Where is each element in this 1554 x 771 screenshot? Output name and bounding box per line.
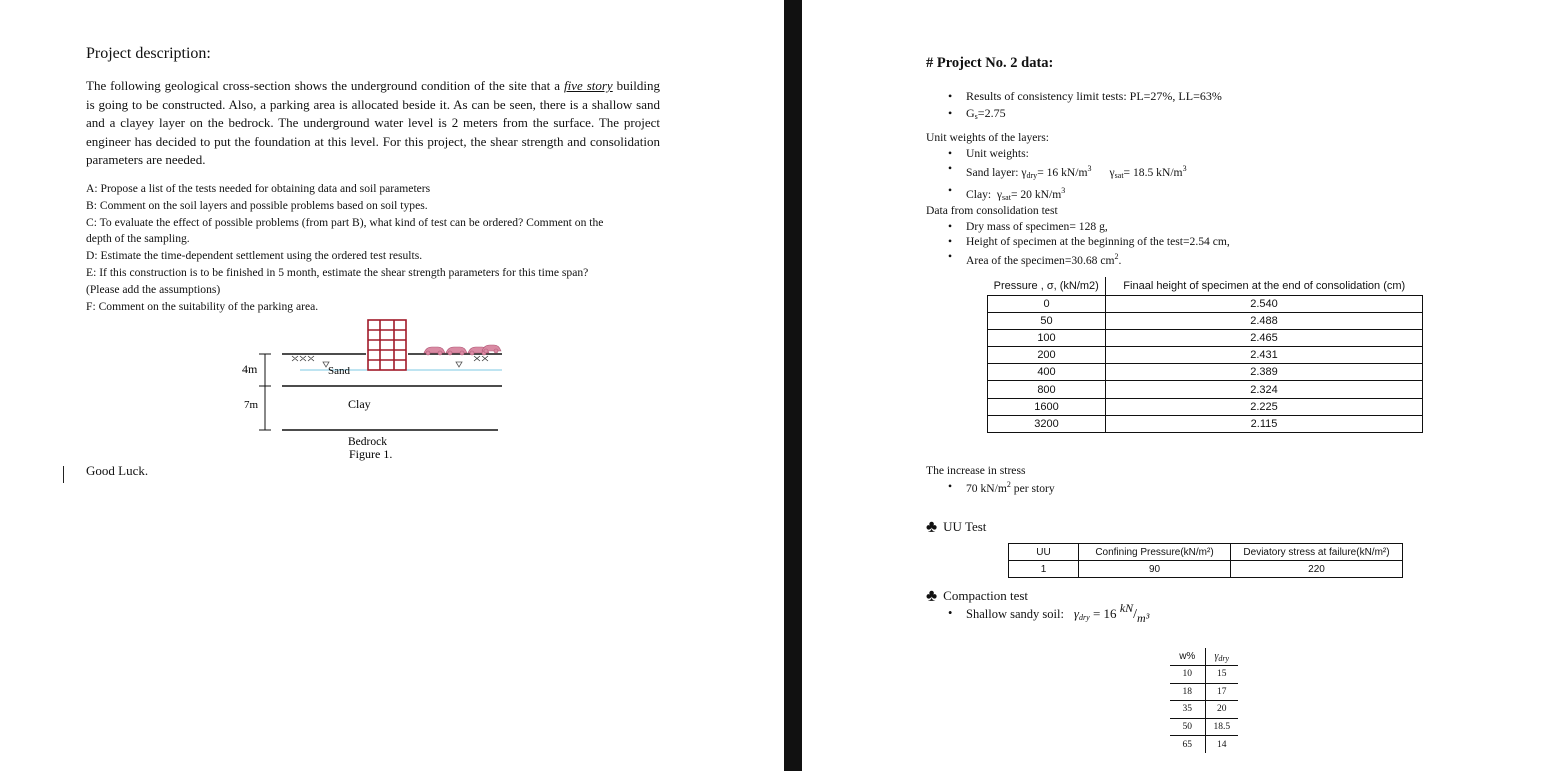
height-cell: 2.225 [1106,398,1423,415]
dry-unit-weight-cell: 15 [1205,666,1238,684]
dry-unit-weight-cell: 20 [1205,701,1238,719]
stress-increase-label: The increase in stress [926,464,1026,477]
moisture-cell: 50 [1170,718,1205,736]
dry-mass-item: • Dry mass of specimen= 128 g, [946,219,1230,234]
specimen-area-item: • Area of the specimen=30.68 $cm^2$. [946,249,1230,268]
moisture-cell: 35 [1170,701,1205,719]
dry-unit-weight-cell: 14 [1217,739,1227,750]
table-row [1009,544,1403,561]
gs-item: • $G_s=2.75$ [946,105,1222,126]
uu-cell: 1 [1009,561,1079,578]
stress-item: • 70 $kN/m^2$ per story [946,480,1055,495]
question-line: depth of the sampling. [86,232,190,246]
compaction-heading: ♣ Compaction test [926,586,1029,605]
compaction-table [1170,648,1238,753]
moisture-cell: 18 [1170,683,1205,701]
cross-section-figure [230,312,520,464]
height-cell: 2.540 [1106,295,1423,312]
height-cell: 2.389 [1106,364,1423,381]
club-bullet-icon: ♣ [926,517,938,536]
table-row [988,398,1423,415]
pressure-cell: 200 [988,347,1106,364]
dry-unit-weight-cell: 17 [1205,683,1238,701]
pressure-cell: 0 [988,295,1106,312]
table-row [1170,701,1238,719]
question-line: C: To evaluate the effect of possible problems (from part B), what kind of test can be ordered? Comment on the [86,215,604,229]
uu-test-table [1008,543,1403,578]
consistency-limits-item: • Results of consistency limit tests: PL=27%, LL=63% [946,88,1222,105]
consolidation-label: Data from consolidation test [926,204,1058,217]
pressure-cell: 100 [988,329,1106,346]
confining-header: Confining Pressure(kN/m²) [1079,544,1231,561]
table-row [1170,718,1238,736]
table-row [1170,736,1238,754]
compaction-list [946,601,1150,625]
general-data-list [946,88,1222,125]
table-row [988,415,1423,432]
moisture-cell: 65 [1170,736,1205,754]
question-line: F: Comment on the suitability of the parking area. [86,299,319,313]
unit-weights-label: Unit weights of the layers: [926,131,1049,144]
specimen-height-item: • Height of specimen at the beginning of the test=2.54 cm, [946,234,1230,249]
table-row [988,347,1423,364]
page-title: Project description: [86,45,211,62]
deviatoric-cell: 220 [1231,561,1403,578]
description-text-2: building is going to be constructed. Also, a parking area is allocated beside it. As can be seen, there is a shallow sand and a clayey layer on the bedrock. The underground water level is 2 meters from the surface. The project engineer has decided to put the foundation at this level. For this project, the shear strength and consolidation parameters are needed. [86,78,660,168]
moisture-header: w% [1170,648,1205,666]
bedrock-label: Bedrock [348,436,387,448]
question-list [86,181,676,315]
question-line: D: Estimate the time-dependent settlement using the ordered test results. [86,249,423,263]
pressure-cell: 400 [988,364,1106,381]
dry-unit-weight-header: $\gamma_{dry}$ [1205,648,1238,666]
table-row [988,381,1423,398]
question-line: B: Comment on the soil layers and possible problems based on soil types. [86,198,428,212]
question-line: A: Propose a list of the tests needed for obtaining data and soil parameters [86,182,431,195]
table-row [988,329,1423,346]
good-luck-text: Good Luck. [86,463,149,478]
dim-7m-label: 7m [244,399,259,411]
stress-list [946,480,1055,495]
table-row [988,295,1423,312]
height-cell: 2.465 [1106,329,1423,346]
uu-header: UU [1009,544,1079,561]
deviatoric-header: Deviatory stress at failure(kN/m²) [1231,544,1403,561]
pressure-cell: 3200 [988,415,1106,432]
club-bullet-icon: ♣ [926,586,938,605]
text-cursor [63,466,64,483]
pressure-cell: 1600 [988,398,1106,415]
sand-label: Sand [328,365,350,377]
pressure-cell: 50 [988,312,1106,329]
table-row [1170,683,1238,701]
table-row [1170,648,1238,666]
table-row [1009,561,1403,578]
confining-cell: 90 [1079,561,1231,578]
project-data-heading: # Project No. 2 data: [926,55,1054,71]
consolidation-list [946,219,1230,268]
table-row [988,364,1423,381]
consolidation-table [987,277,1423,433]
question-line: (Please add the assumptions) [86,282,221,296]
sand-layer-item: • Sand layer: $\gamma_{dry}= 16$ $kN/m^3$ $\gamma_{sat}= 18.5$ $kN/m^3$ [946,161,1187,183]
height-cell: 2.324 [1106,381,1423,398]
pressure-header: Pressure , σ, (kN/m2) [988,277,1106,295]
height-cell: 2.488 [1106,312,1423,329]
dim-4m-label: 4m [242,362,258,376]
height-cell: 2.431 [1106,347,1423,364]
project-description [86,77,660,170]
uu-test-heading: ♣ UU Test [926,517,987,536]
height-cell: 2.115 [1106,415,1423,432]
clay-label: Clay [348,397,371,411]
figure-caption: Figure 1. [349,447,393,461]
table-row [1170,666,1238,684]
unit-weights-item: • Unit weights: [946,146,1187,161]
five-story-link[interactable]: five story [563,78,613,93]
clay-layer-item: • Clay: $\gamma_{sat}= 20$ $kN/m^3$ [946,183,1187,205]
dry-unit-weight-cell: 18.5 [1205,718,1238,736]
moisture-cell: 10 [1170,666,1205,684]
question-line: E: If this construction is to be finished in 5 month, estimate the shear strength parameters for this time span? [86,265,589,279]
building-icon [368,320,406,370]
unit-weights-list [946,146,1187,205]
pressure-cell: 800 [988,381,1106,398]
shallow-sandy-soil-item: • Shallow sandy soil: $\gamma_{dry} = 16$ kN/m³ [946,606,1149,623]
table-row [988,312,1423,329]
page-divider [784,0,802,771]
height-header: Finaal height of specimen at the end of consolidation (cm) [1106,277,1423,295]
description-text-1: The following geological cross-section shows the underground condition of the site that a [86,78,564,93]
dimension-line [259,354,271,430]
